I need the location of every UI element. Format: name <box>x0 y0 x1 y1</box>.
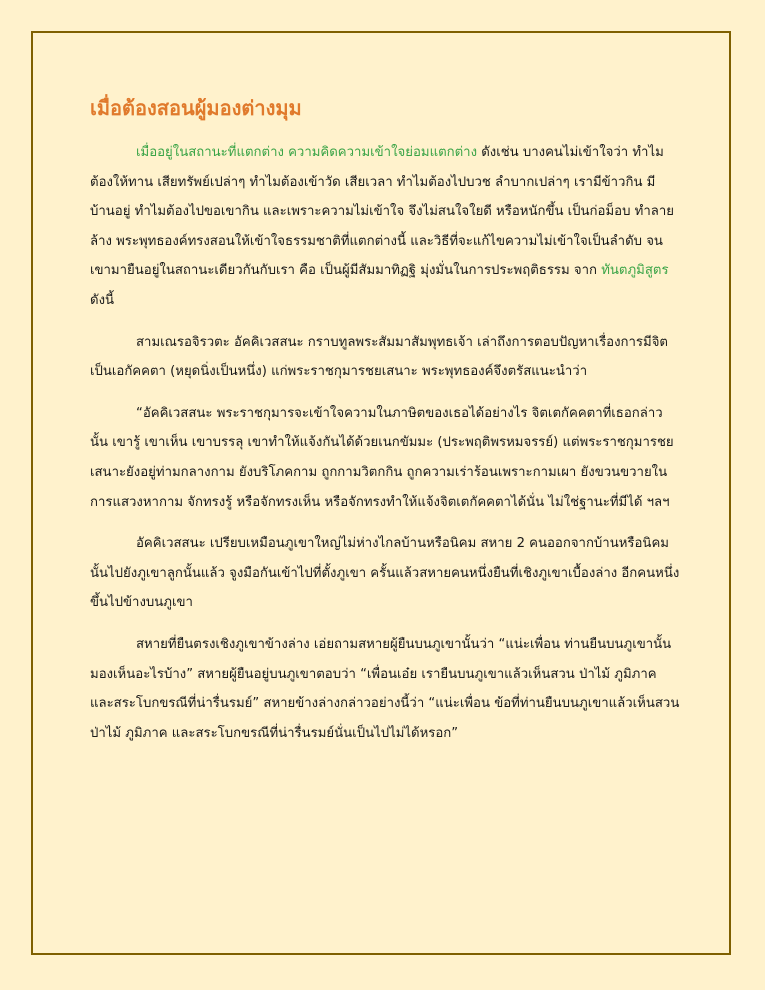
intro-ending: ดังนี้ <box>90 292 115 308</box>
paragraph-mountain-simile <box>90 529 680 618</box>
paragraph-novice <box>90 328 680 387</box>
sutta-name: ทันตภูมิสูตร <box>601 263 669 279</box>
document-title: เมื่อต้องสอนผู้มองต่างมุม <box>90 96 302 120</box>
buddha-quote-text: “อัคคิเวสสนะ พระราชกุมารจะเข้าใจความในภาษิตของเธอได้อย่างไร จิตเตกัคคตาที่เธอกล่าวนั้น เขารู้ เขาเห็น เขาบรรลุ เขาทำให้แจ้งกันได้ด้วยเนกขัมมะ (ประพฤติพรหมจรรย์) แต่พระราชกุมารชยเสนาะยังอยู่ท่ามกลางกาม ยังบริโภคกาม ถูกกามวิตกกิน ถูกความเร่าร้อนเพราะกามเผา ยังขวนขวายในการแสวงหากาม จักทรงรู้ หรือจักทรงเห็น หรือจักทรงทำให้แจ้งจิตเตกัคคตาได้นั่น ไม่ใช่ฐานะที่มีได้ ฯลฯ <box>90 405 674 510</box>
mountain-simile-text: อัคคิเวสสนะ เปรียบเหมือนภูเขาใหญ่ไม่ห่างไกลบ้านหรือนิคม สหาย 2 คนออกจากบ้านหรือนิคมนั้นไปยังภูเขาลูกนั้นแล้ว จูงมือกันเข้าไปที่ตั้งภูเขา ครั้นแล้วสหายคนหนึ่งยืนที่เชิงภูเขาเบื้องล่าง อีกคนหนึ่งขึ้นไปข้างบนภูเขา <box>90 536 680 611</box>
paragraph-intro <box>90 138 680 316</box>
novice-text: สามเณรอจิรวตะ อัคคิเวสสนะ กราบทูลพระสัมมาสัมพุทธเจ้า เล่าถึงการตอบปัญหาเรื่องการมีจิตเป็นเอกัคคตา (หยุดนิ่งเป็นหนึ่ง) แก่พระราชกุมารชยเสนาะ พระพุทธองค์จึงตรัสแนะนำว่า <box>90 334 668 380</box>
paragraph-buddha-quote <box>90 399 680 517</box>
intro-text: ดังเช่น บางคนไม่เข้าใจว่า ทำไมต้องให้ทาน เสียทรัพย์เปล่าๆ ทำไมต้องเข้าวัด เสียเวลา ทำไมต้องไปบวช ลำบากเปล่าๆ เรามีข้าวกิน มีบ้านอยู่ ทำไมต้องไปขอเขากิน และเพราะความไม่เข้าใจ จึงไม่สนใจใยดี หรือหนักขึ้น เป็นก่อม็อบ ทำลายล้าง พระพุทธองค์ทรงสอนให้เข้าใจธรรมชาติที่แตกต่างนี้ และวิธีที่จะแก้ไขความไม่เข้าใจเป็นลำดับ จนเขามายืนอยู่ในสถานะเดียวกันกับเรา คือ เป็นผู้มีสัมมาทิฏฐิ มุ่งมั่นในการประพฤติธรรม จาก <box>90 145 674 279</box>
document-body <box>90 92 680 760</box>
friends-dialogue-text: สหายที่ยืนตรงเชิงภูเขาข้างล่าง เอ่ยถามสหายผู้ยืนบนภูเขานั้นว่า “แน่ะเพื่อน ท่านยืนบนภูเขานั้น มองเห็นอะไรบ้าง” สหายผู้ยืนอยู่บนภูเขาตอบว่า “เพื่อนเอ๋ย เรายืนบนภูเขาแล้วเห็นสวน ป่าไม้ ภูมิภาค และสระโบกขรณีที่น่ารื่นรมย์” สหายข้างล่างกล่าวอย่างนี้ว่า “แน่ะเพื่อน ข้อที่ท่านยืนบนภูเขาแล้วเห็นสวน ป่าไม้ ภูมิภาค และสระโบกขรณีที่น่ารื่นรมย์นั่นเป็นไปไม่ได้หรอก” <box>90 636 680 741</box>
paragraph-friends-dialogue <box>90 630 680 748</box>
intro-highlight: เมื่ออยู่ในสถานะที่แตกต่าง ความคิดความเข้าใจย่อมแตกต่าง <box>136 145 478 160</box>
